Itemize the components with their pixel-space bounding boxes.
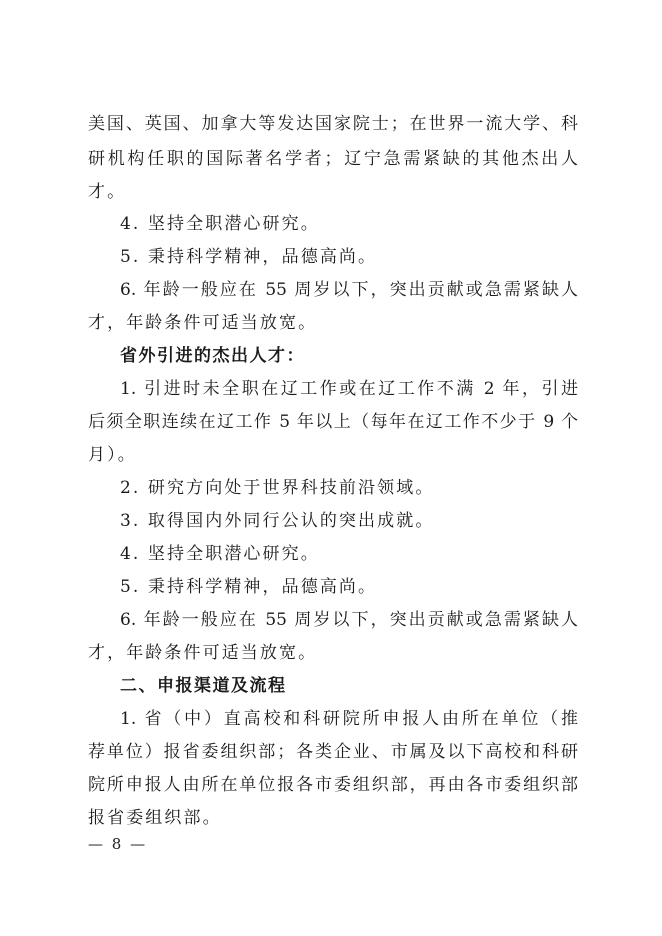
external-criterion-6-line-1: 6. 年龄一般应在 55 周岁以下，突出贡献或急需紧缺人 bbox=[120, 610, 578, 630]
body-line-1: 美国、英国、加拿大等发达国家院士；在世界一流大学、科 bbox=[88, 114, 578, 134]
criterion-6-line-1: 6. 年龄一般应在 55 周岁以下，突出贡献或急需紧缺人 bbox=[120, 280, 578, 300]
external-criterion-3-line: 3. 取得国内外同行公认的突出成就。 bbox=[120, 511, 435, 531]
process-item-1-line-1: 1. 省（中）直高校和科研院所申报人由所在单位（推 bbox=[120, 709, 578, 729]
page-number: — 8 — bbox=[88, 835, 148, 853]
process-item-1-line-4: 报省委组织部。 bbox=[88, 808, 222, 828]
external-criterion-2-line: 2. 研究方向处于世界科技前沿领域。 bbox=[120, 478, 435, 498]
section-heading-external-talent: 省外引进的杰出人才： bbox=[120, 346, 305, 366]
external-criterion-5-line: 5. 秉持科学精神，品德高尚。 bbox=[120, 577, 378, 597]
section-heading-application-process: 二、申报渠道及流程 bbox=[120, 676, 287, 696]
criterion-4-line: 4. 坚持全职潜心研究。 bbox=[120, 214, 320, 234]
external-criterion-6-line-2: 才，年龄条件可适当放宽。 bbox=[88, 643, 318, 663]
criterion-6-line-2: 才，年龄条件可适当放宽。 bbox=[88, 313, 318, 333]
criterion-5-line: 5. 秉持科学精神，品德高尚。 bbox=[120, 247, 378, 267]
external-criterion-1-line-2: 后须全职连续在辽工作 5 年以上（每年在辽工作不少于 9 个 bbox=[88, 412, 578, 432]
body-line-3: 才。 bbox=[88, 182, 127, 202]
body-line-2: 研机构任职的国际著名学者；辽宁急需紧缺的其他杰出人 bbox=[88, 149, 578, 169]
process-item-1-line-3: 院所申报人由所在单位报各市委组织部，再由各市委组织部 bbox=[88, 775, 578, 795]
external-criterion-1-line-1: 1. 引进时未全职在辽工作或在辽工作不满 2 年，引进 bbox=[120, 379, 578, 399]
external-criterion-1-line-3: 月）。 bbox=[88, 445, 137, 465]
external-criterion-4-line: 4. 坚持全职潜心研究。 bbox=[120, 544, 320, 564]
process-item-1-line-2: 荐单位）报省委组织部；各类企业、市属及以下高校和科研 bbox=[88, 742, 578, 762]
